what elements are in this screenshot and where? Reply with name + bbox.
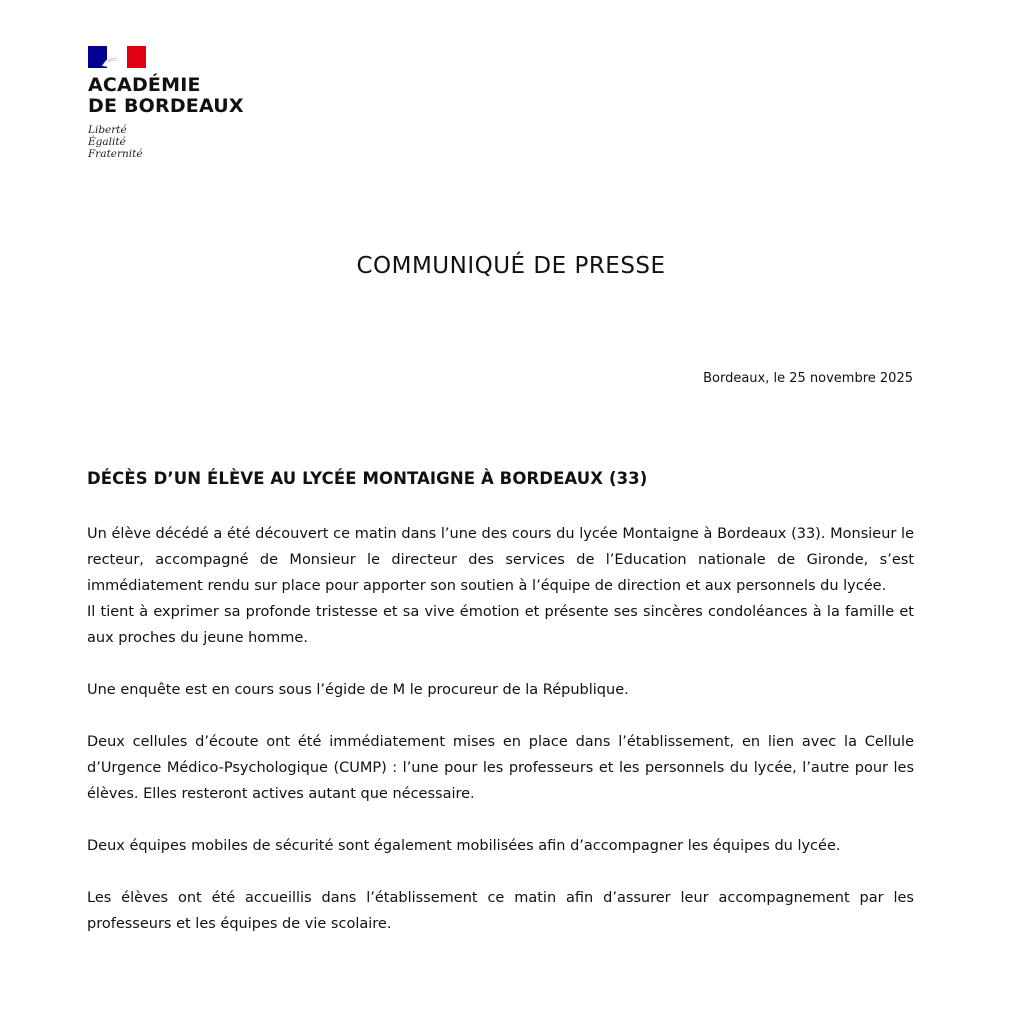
document-date: Bordeaux, le 25 novembre 2025: [703, 371, 913, 386]
paragraph-investigation: Une enquête est en cours sous l’égide de M le procureur de la République.: [87, 682, 629, 698]
paragraph-students-welcome: Les élèves ont été accueillis dans l’établissement ce matin afin d’assurer leur accompagnement par les professeurs et les équipes de vie scolaire.: [87, 890, 914, 932]
paragraph-security-teams: Deux équipes mobiles de sécurité sont également mobilisées afin d’accompagner les équipes du lycée.: [87, 838, 841, 854]
paragraph-support-cells: Deux cellules d’écoute ont été immédiatement mises en place dans l’établissement, en lien avec la Cellule d’Urgence Médico-Psychologique (CUMP) : l’une pour les professeurs et les personnels du lycée, l’autre pour les élèves. Elles resteront actives autant que nécessaire.: [87, 734, 914, 802]
academy-logo: [88, 46, 244, 160]
academy-name-line-2: DE BORDEAUX: [88, 95, 244, 117]
motto-fraternite: Fraternité: [88, 148, 143, 160]
motto-egalite: Égalité: [88, 136, 126, 148]
republic-flag-icon: [88, 46, 146, 68]
republic-motto: [88, 124, 244, 160]
academy-name-line-1: ACADÉMIE: [88, 74, 201, 96]
motto-liberte: Liberté: [88, 124, 127, 136]
marianne-profile-icon: [88, 46, 146, 68]
paragraph-intro: Un élève décédé a été découvert ce matin dans l’une des cours du lycée Montaigne à Bordeaux (33). Monsieur le recteur, accompagné de Monsieur le directeur des services de l’Education nationale de Gironde, s’est immédiatement rendu sur place pour apporter son soutien à l’équipe de direction et aux personnels du lycée.: [87, 526, 914, 594]
document-title: COMMUNIQUÉ DE PRESSE: [356, 253, 666, 279]
paragraph-condolences: Il tient à exprimer sa profonde tristesse et sa vive émotion et présente ses sincères condoléances à la famille et aux proches du jeune homme.: [87, 604, 914, 646]
press-headline: DÉCÈS D’UN ÉLÈVE AU LYCÉE MONTAIGNE À BORDEAUX (33): [87, 469, 648, 488]
press-body: [87, 521, 914, 937]
